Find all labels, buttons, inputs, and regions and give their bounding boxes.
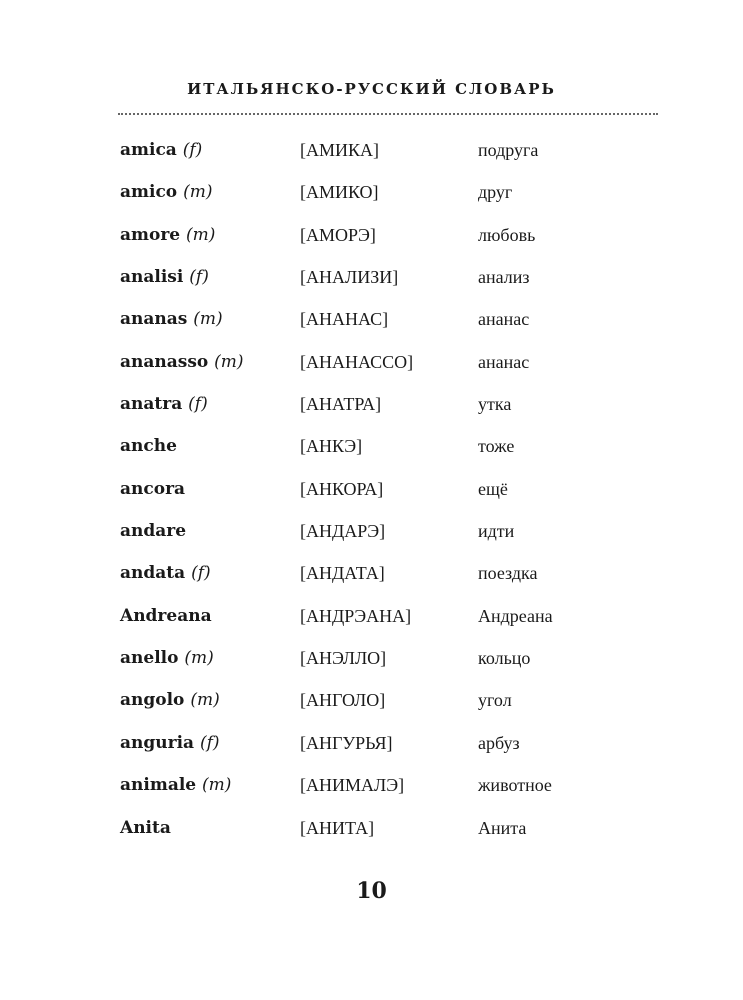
entry-pronunciation: [АНКОРА] (300, 479, 384, 499)
entry-pronunciation: [АНГУРЬЯ] (300, 733, 393, 753)
entry-translation: ананас (478, 309, 530, 329)
dictionary-entry (0, 563, 743, 605)
entry-translation: анализ (478, 267, 530, 287)
dictionary-entry (0, 267, 743, 309)
dictionary-entry (0, 394, 743, 436)
entry-gender: (m) (184, 648, 214, 668)
dictionary-entry (0, 818, 743, 860)
entry-pronunciation: [АНДАРЭ] (300, 521, 386, 541)
entry-gender: (m) (202, 775, 232, 795)
entry-gender: (m) (193, 309, 223, 329)
entry-pronunciation: [АНИТА] (300, 818, 375, 838)
entry-word: Anita (120, 818, 171, 838)
entry-word: amica (f) (120, 140, 203, 160)
dictionary-entry (0, 606, 743, 648)
dictionary-entry (0, 225, 743, 267)
entry-word: anatra (f) (120, 394, 208, 414)
entry-gender: (f) (182, 140, 203, 160)
entry-pronunciation: [АНДАТА] (300, 563, 385, 583)
entry-word: ananasso (m) (120, 352, 244, 372)
dictionary-entry (0, 479, 743, 521)
entry-translation: животное (478, 775, 552, 795)
dictionary-entry (0, 648, 743, 690)
dictionary-entry (0, 182, 743, 224)
entry-translation: друг (478, 182, 513, 202)
entry-word: anche (120, 436, 177, 456)
entry-word: analisi (f) (120, 267, 209, 287)
entry-gender: (f) (189, 267, 209, 287)
entry-gender: (f) (191, 563, 211, 583)
entry-word: anguria (f) (120, 733, 220, 753)
entry-translation: Анита (478, 818, 527, 838)
entry-translation: поездка (478, 563, 538, 583)
entry-translation: арбуз (478, 733, 520, 753)
entry-gender: (m) (183, 182, 213, 202)
entry-gender: (f) (188, 394, 208, 414)
entry-word: andata (f) (120, 563, 211, 583)
dictionary-entry (0, 140, 743, 182)
dictionary-entry (0, 733, 743, 775)
entry-translation: утка (478, 394, 512, 414)
entry-pronunciation: [АНАТРА] (300, 394, 382, 414)
entry-translation: любовь (478, 225, 536, 245)
entry-pronunciation: [АНДРЭАНА] (300, 606, 412, 626)
entry-word: ancora (120, 479, 186, 499)
entry-word: animale (m) (120, 775, 232, 795)
dictionary-entry (0, 436, 743, 478)
entry-pronunciation: [АНЭЛЛО] (300, 648, 387, 668)
entry-translation: идти (478, 521, 515, 541)
entry-gender: (m) (186, 225, 216, 245)
entry-pronunciation: [АМОРЭ] (300, 225, 376, 245)
entry-gender: (m) (190, 690, 220, 710)
entry-translation: ещё (478, 479, 508, 499)
entry-word: angolo (m) (120, 690, 220, 710)
entry-translation: подруга (478, 140, 539, 160)
entry-word: ananas (m) (120, 309, 223, 329)
entry-translation: тоже (478, 436, 515, 456)
entry-gender: (f) (199, 733, 220, 753)
dictionary-entry (0, 352, 743, 394)
entry-pronunciation: [АНКЭ] (300, 436, 363, 456)
entry-translation: Андреана (478, 606, 553, 626)
entry-pronunciation: [АНАЛИЗИ] (300, 267, 399, 287)
entry-word: amore (m) (120, 225, 216, 245)
entry-translation: ананас (478, 352, 530, 372)
entry-word: andare (120, 521, 187, 541)
entry-pronunciation: [АНАНАС] (300, 309, 389, 329)
dictionary-entry (0, 690, 743, 732)
dotted-divider (118, 113, 658, 115)
entry-pronunciation: [АМИКО] (300, 182, 379, 202)
entry-word: amico (m) (120, 182, 213, 202)
dictionary-entry (0, 775, 743, 817)
dictionary-entry (0, 309, 743, 351)
entry-pronunciation: [АНАНАССО] (300, 352, 414, 372)
entry-pronunciation: [АНИМАЛЭ] (300, 775, 405, 795)
entry-word: Andreana (120, 606, 212, 626)
dictionary-entry (0, 521, 743, 563)
entry-translation: кольцо (478, 648, 531, 668)
entry-pronunciation: [АМИКА] (300, 140, 379, 160)
entry-word: anello (m) (120, 648, 214, 668)
running-header: ИТАЛЬЯНСКО-РУССКИЙ СЛОВАРЬ (187, 80, 556, 98)
page-number: 10 (356, 878, 387, 904)
entry-gender: (m) (214, 352, 244, 372)
entry-translation: угол (478, 690, 512, 710)
entry-pronunciation: [АНГОЛО] (300, 690, 386, 710)
